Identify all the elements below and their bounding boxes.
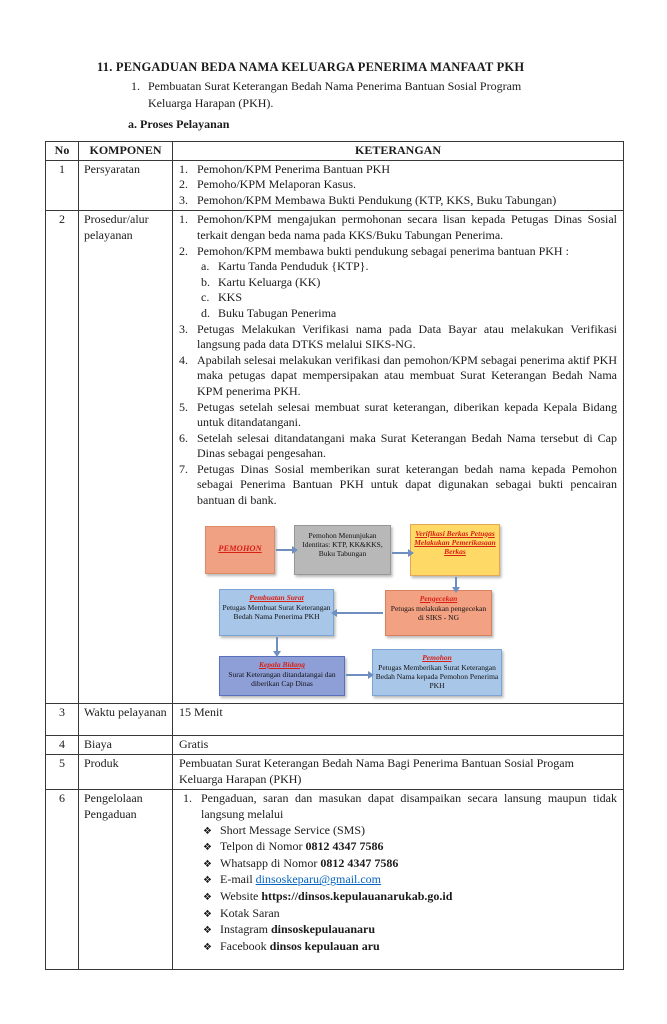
- flow-box-identitas: [294, 525, 391, 575]
- header-komponen: KOMPONEN: [79, 142, 173, 161]
- flow-box-title: Pembuatan Surat: [249, 592, 304, 602]
- item-number: c.: [201, 290, 210, 305]
- diamond-bullet-icon: ❖: [203, 825, 212, 837]
- bullet-item: [203, 823, 617, 840]
- item-text: Pengaduan, saran dan masukan dapat disampaikan secara lansung maupun tidak langsung melalui: [201, 791, 617, 822]
- item-text: Petugas Melakukan Verifikasi nama pada Data Bayar atau melakukan Verifikasi langsung pada data DTKS melalui SIKS-NG.: [197, 321, 617, 352]
- diamond-bullet-icon: ❖: [203, 875, 212, 887]
- bullet-text: Short Message Service (SMS): [220, 822, 365, 837]
- service-table: [45, 141, 624, 970]
- diamond-bullet-icon: ❖: [203, 941, 212, 953]
- list-item: [179, 162, 617, 178]
- table-row-pengaduan: [46, 790, 624, 970]
- flow-box-text: Petugas Membuat Surat Keterangan Bedah Nama Penerima PKH: [222, 602, 331, 621]
- flow-box-title: Kepala Bidang: [258, 659, 306, 669]
- diamond-bullet-icon: ❖: [203, 842, 212, 854]
- item-number: 2.: [179, 243, 188, 258]
- list-item: [179, 353, 617, 400]
- komponen-label: Prosedur/alur pelayanan: [79, 211, 173, 703]
- komponen-label: Persyaratan: [79, 160, 173, 211]
- flow-arrow-right-icon: [346, 674, 368, 676]
- komponen-label: Produk: [79, 755, 173, 790]
- list-item: [179, 462, 617, 509]
- bullet-item: [203, 839, 617, 856]
- item-number: 6.: [179, 430, 188, 445]
- bullet-text: Facebook: [220, 938, 270, 953]
- intro-text-line2: Keluarga Harapan (PKH).: [148, 96, 274, 110]
- sub-list-item: [201, 259, 617, 275]
- intro-number: 1.: [131, 79, 140, 93]
- item-number: 1.: [183, 791, 192, 806]
- bullet-text: Instagram: [220, 922, 271, 937]
- item-number: 2.: [179, 177, 188, 192]
- list-item: [179, 322, 617, 353]
- item-text: KKS: [218, 290, 243, 305]
- sub-list-item: [201, 290, 617, 306]
- list-item: [179, 244, 617, 260]
- flow-box-text: Pemohon Menunjukan Identitas: KTP, KK&KKS, Buku Tabungan: [302, 530, 383, 558]
- process-flowchart: [179, 513, 617, 701]
- keterangan-cell: Pembuatan Surat Keterangan Bedah Nama Bagi Penerima Bantuan Sosial Progam Keluarga Harapan (PKH): [173, 755, 624, 790]
- sub-list-item: [201, 306, 617, 322]
- list-item: [179, 400, 617, 431]
- facebook-handle: dinsos kepulauan aru: [269, 938, 380, 953]
- bullet-text: Telpon di Nomor: [220, 839, 306, 854]
- item-number: 3.: [179, 192, 188, 207]
- item-text: Pemohon/KPM membawa bukti pendukung sebagai penerima bantuan PKH :: [197, 243, 569, 258]
- item-text: Buku Tabugan Penerima: [218, 305, 337, 320]
- row-number: 6: [46, 790, 79, 970]
- keterangan-cell: [173, 790, 624, 970]
- flow-box-kepala-bidang: [219, 656, 345, 696]
- flow-box-title: PEMOHON: [218, 542, 262, 553]
- item-number: a.: [201, 259, 210, 274]
- flow-arrow-down-icon: [276, 637, 278, 651]
- intro-text-line1: Pembuatan Surat Keterangan Bedah Nama Penerima Bantuan Sosial Program: [148, 79, 522, 93]
- list-item: [179, 177, 617, 193]
- diamond-bullet-icon: ❖: [203, 925, 212, 937]
- bullet-item: [203, 872, 617, 889]
- keterangan-cell: Gratis: [173, 735, 624, 755]
- komponen-label: Biaya: [79, 735, 173, 755]
- list-item: [179, 212, 617, 243]
- bullet-item: [203, 856, 617, 873]
- item-number: b.: [201, 274, 210, 289]
- diamond-bullet-icon: ❖: [203, 858, 212, 870]
- flow-box-text: Petugas Memberikan Surat Keterangan Bedah Nama kepada Pemohon Penerima PKH: [375, 662, 499, 690]
- row-number: 4: [46, 735, 79, 755]
- flow-box-pemohon-penerima: [372, 649, 502, 696]
- item-number: 4.: [179, 352, 188, 367]
- item-text: Pemohon/KPM mengajukan permohonan secara lisan kepada Petugas Dinas Sosial terkait dengan beda nama pada KKS/Buku Tabungan Penerima.: [197, 212, 617, 242]
- keterangan-cell: [173, 211, 624, 703]
- list-item: [179, 431, 617, 462]
- table-row-persyaratan: [46, 160, 624, 211]
- bullet-text: E-mail: [220, 872, 256, 887]
- header-keterangan: KETERANGAN: [173, 142, 624, 161]
- item-text: Setelah selesai ditandatangani maka Surat Keterangan Bedah Nama tersebut di Cap Dinas sebagai pengesahan.: [197, 430, 617, 461]
- item-number: 7.: [179, 461, 188, 476]
- table-row-prosedur: [46, 211, 624, 703]
- bullet-text: Whatsapp di Nomor: [220, 855, 321, 870]
- table-row-produk: [46, 755, 624, 790]
- item-number: 3.: [179, 321, 188, 336]
- flow-box-title: Verifikasi Berkas Petugas Melakukan Pemerikasaan Berkas: [414, 528, 496, 556]
- list-item: [179, 193, 617, 209]
- list-item: [183, 791, 617, 822]
- instagram-handle: dinsoskepulauanaru: [270, 922, 376, 937]
- flow-box-text: Surat Keterangan ditandatangai dan diberikan Cap Dinas: [228, 669, 336, 688]
- flow-box-pemohon: [205, 526, 275, 574]
- flow-box-title: Pemohon: [422, 652, 452, 662]
- item-number: 1.: [179, 161, 188, 176]
- flow-arrow-right-icon: [276, 549, 292, 551]
- keterangan-cell: 15 Menit: [173, 703, 624, 735]
- item-text: Apabilah selesai melakukan verifikasi dan pemohon/KPM sebagai penerima aktif PKH maka petugas dapat mempersipakan atau membuat Surat Keterangan Bedah Nama KPM penerima PKH.: [197, 352, 617, 398]
- email-link[interactable]: dinsoskeparu@gmail.com: [255, 872, 382, 887]
- website-url: https://dinsos.kepulauanarukab.go.id: [261, 889, 453, 903]
- bullet-item: [203, 906, 617, 923]
- phone-number: 0812 4347 7586: [305, 839, 384, 854]
- item-text: Kartu Tanda Penduduk {KTP}.: [218, 259, 369, 274]
- flow-box-pengecekan: [385, 590, 492, 636]
- flow-arrow-right-icon: [392, 552, 408, 554]
- keterangan-cell: [173, 160, 624, 211]
- table-row-biaya: [46, 735, 624, 755]
- item-text: Pemohon/KPM Membawa Bukti Pendukung (KTP, KKS, Buku Tabungan): [197, 192, 557, 207]
- row-number: 1: [46, 160, 79, 211]
- flow-box-verifikasi: [410, 524, 500, 576]
- bullet-item: [203, 939, 617, 956]
- row-number: 3: [46, 703, 79, 735]
- bullet-item: [203, 889, 617, 906]
- item-text: Kartu Keluarga (KK): [218, 274, 321, 289]
- flow-arrow-down-icon: [455, 577, 457, 587]
- flow-box-title: Pengecekan: [419, 593, 458, 603]
- item-text: Petugas Dinas Sosial memberikan surat keterangan bedah nama kepada Pemohon sebagai Penerima Bantuan PKH untuk dapat digunakan sebagai bukti pencairan bantuan di bank.: [197, 461, 617, 508]
- row-number: 2: [46, 211, 79, 703]
- bullet-text: Website: [220, 889, 262, 903]
- komponen-label: Waktu pelayanan: [79, 703, 173, 735]
- item-number: 1.: [179, 212, 188, 227]
- row-number: 5: [46, 755, 79, 790]
- bullet-text: Kotak Saran: [220, 905, 280, 920]
- table-row-waktu: [46, 703, 624, 735]
- table-header-row: [46, 142, 624, 161]
- komponen-label: Pengelolaan Pengaduan: [79, 790, 173, 970]
- item-number: 5.: [179, 399, 188, 414]
- diamond-bullet-icon: ❖: [203, 908, 212, 920]
- diamond-bullet-icon: ❖: [203, 892, 212, 903]
- flow-box-pembuatan-surat: [219, 589, 334, 636]
- whatsapp-number: 0812 4347 7586: [320, 855, 399, 870]
- flow-box-text: Petugas melakukan pengecekan di SIKS - NG: [390, 603, 487, 622]
- item-text: Pemoho/KPM Melaporan Kasus.: [197, 177, 356, 192]
- bullet-item: [203, 922, 617, 939]
- page-title: 11. PENGADUAN BEDA NAMA KELUARGA PENERIMA MANFAAT PKH: [97, 60, 525, 74]
- header-no: No: [46, 142, 79, 161]
- section-label: a. Proses Pelayanan: [128, 117, 230, 131]
- intro-list-item: [131, 78, 623, 95]
- flow-arrow-left-icon: [337, 612, 383, 614]
- item-text: Pemohon/KPM Penerima Bantuan PKH: [197, 161, 390, 176]
- sub-list-item: [201, 275, 617, 291]
- item-text: Petugas setelah selesai membuat surat keterangan, diberikan kepada Kepala Bidang untuk ditandatangani.: [197, 399, 617, 430]
- item-number: d.: [201, 305, 210, 320]
